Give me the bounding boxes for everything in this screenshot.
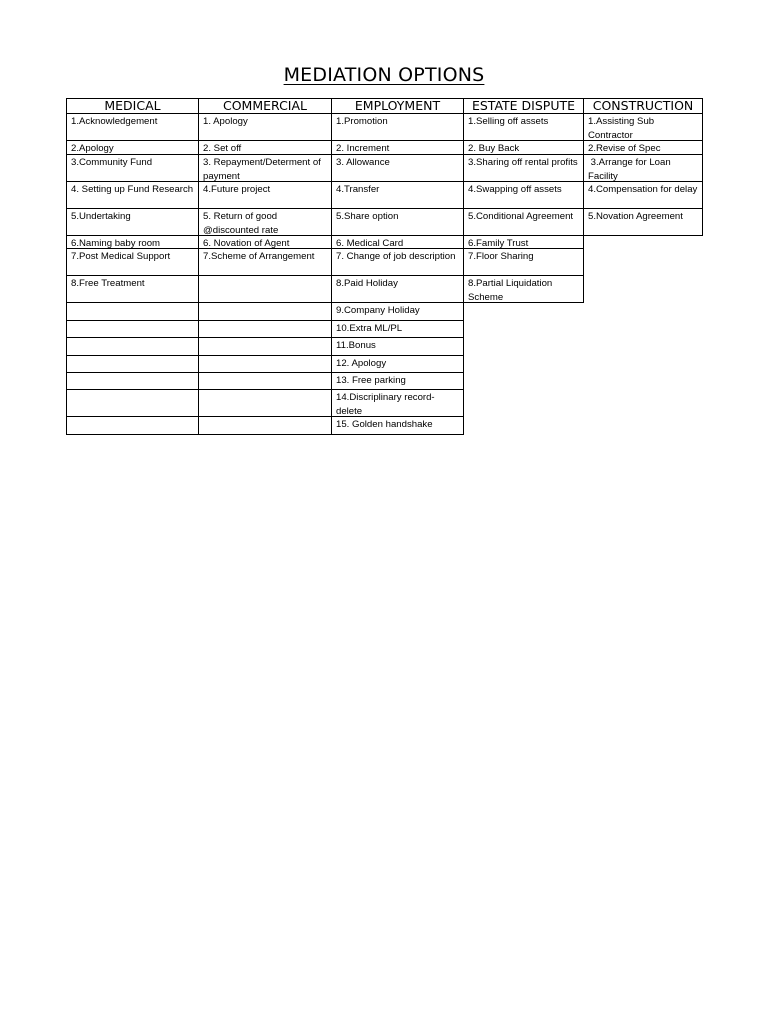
table-cell-commercial: 6. Novation of Agent [198,235,332,249]
table-cell-commercial [198,355,332,373]
table-cell-commercial: 7.Scheme of Arrangement [198,248,332,276]
table-cell-estate-dispute: 5.Conditional Agreement [463,208,584,236]
table-cell-estate-dispute: 7.Floor Sharing [463,248,584,276]
table-cell-commercial [198,302,332,321]
table-cell-commercial: 2. Set off [198,140,332,155]
table-cell-commercial [198,389,332,417]
page-title: MEDIATION OPTIONS [283,64,485,86]
column-header-employment: EMPLOYMENT [331,98,464,114]
table-cell-commercial: 5. Return of good @discounted rate [198,208,332,236]
table-cell-employment: 1.Promotion [331,113,464,141]
table-cell-commercial [198,372,332,390]
table-cell-employment: 8.Paid Holiday [331,275,464,303]
table-cell-employment: 2. Increment [331,140,464,155]
table-cell-medical: 6.Naming baby room [66,235,199,249]
table-cell-construction: 3.Arrange for Loan Facility [583,154,703,182]
table-cell-estate-dispute: 4.Swapping off assets [463,181,584,209]
table-cell-medical [66,355,199,373]
table-cell-estate-dispute: 2. Buy Back [463,140,584,155]
table-cell-employment: 3. Allowance [331,154,464,182]
table-cell-medical: 1.Acknowledgement [66,113,199,141]
table-cell-commercial: 4.Future project [198,181,332,209]
table-cell-medical [66,337,199,356]
table-cell-employment: 6. Medical Card [331,235,464,249]
table-cell-employment: 11.Bonus [331,337,464,356]
table-cell-medical [66,320,199,338]
table-cell-employment: 12. Apology [331,355,464,373]
table-cell-estate-dispute: 6.Family Trust [463,235,584,249]
table-cell-commercial [198,416,332,435]
table-cell-employment: 14.Discriplinary record-delete [331,389,464,417]
table-cell-medical [66,389,199,417]
table-cell-medical [66,416,199,435]
table-cell-medical [66,302,199,321]
table-cell-medical: 5.Undertaking [66,208,199,236]
table-cell-construction: 2.Revise of Spec [583,140,703,155]
table-cell-employment: 10.Extra ML/PL [331,320,464,338]
table-cell-medical: 8.Free Treatment [66,275,199,303]
table-cell-estate-dispute: 8.Partial Liquidation Scheme [463,275,584,303]
table-cell-commercial: 3. Repayment/Determent of payment [198,154,332,182]
table-cell-employment: 4.Transfer [331,181,464,209]
table-cell-construction: 1.Assisting Sub Contractor [583,113,703,141]
table-cell-employment: 7. Change of job description [331,248,464,276]
table-cell-construction: 5.Novation Agreement [583,208,703,236]
table-cell-medical: 2.Apology [66,140,199,155]
table-cell-employment: 15. Golden handshake [331,416,464,435]
column-header-estate-dispute: ESTATE DISPUTE [463,98,584,114]
table-cell-estate-dispute: 1.Selling off assets [463,113,584,141]
table-cell-construction: 4.Compensation for delay [583,181,703,209]
table-cell-estate-dispute: 3.Sharing off rental profits [463,154,584,182]
column-header-commercial: COMMERCIAL [198,98,332,114]
column-header-medical: MEDICAL [66,98,199,114]
table-cell-employment: 13. Free parking [331,372,464,390]
table-cell-medical: 3.Community Fund [66,154,199,182]
table-cell-medical [66,372,199,390]
table-cell-medical: 7.Post Medical Support [66,248,199,276]
table-cell-commercial [198,337,332,356]
table-cell-commercial: 1. Apology [198,113,332,141]
table-cell-commercial [198,275,332,303]
table-cell-employment: 5.Share option [331,208,464,236]
table-cell-medical: 4. Setting up Fund Research [66,181,199,209]
table-cell-commercial [198,320,332,338]
column-header-construction: CONSTRUCTION [583,98,703,114]
table-cell-employment: 9.Company Holiday [331,302,464,321]
